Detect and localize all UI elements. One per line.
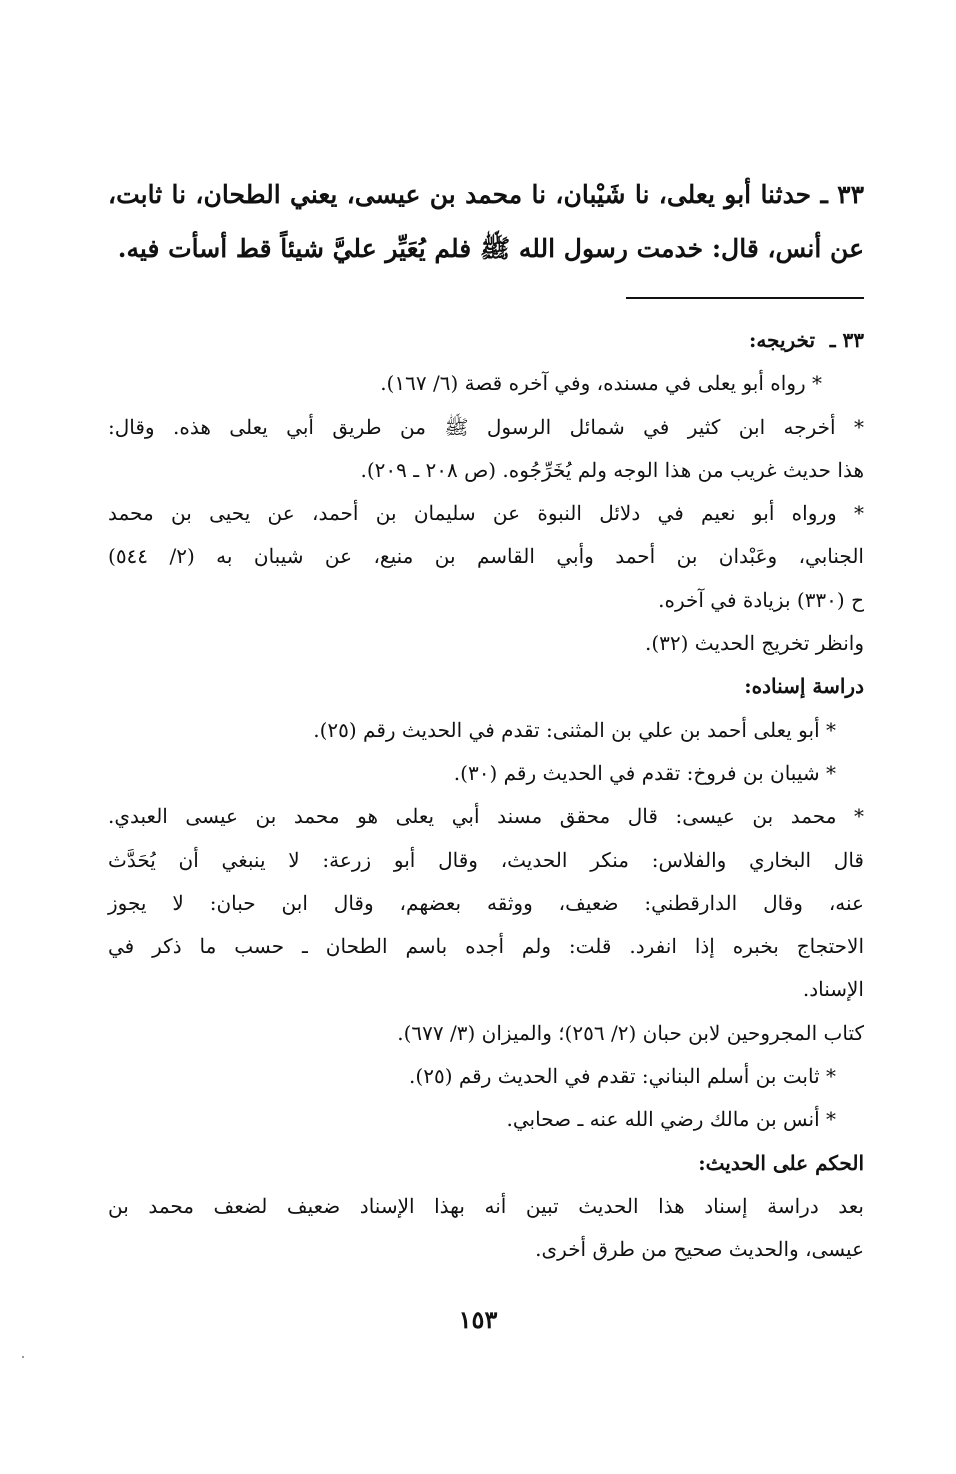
hukm-heading: الحكم على الحديث: bbox=[698, 1150, 864, 1175]
isnad-line: * أنس بن مالك رضي الله عنه ـ صحابي. bbox=[506, 1107, 836, 1132]
takhrij-number: ٣٣ ـ bbox=[829, 328, 864, 352]
takhrij-heading-line bbox=[108, 319, 864, 362]
isnad-line: * محمد بن عيسى: قال محقق مسند أبي يعلى هو محمد بن عيسى العبدي. bbox=[108, 804, 864, 829]
footnotes bbox=[108, 319, 864, 1272]
hukm-line: عيسى، والحديث صحيح من طرق أخرى. bbox=[535, 1237, 864, 1262]
takhrij-line: الجنابي، وعَبْدان بن أحمد وأبي القاسم بن منيع، عن شيبان به (٢/ ٥٤٤) bbox=[108, 544, 864, 569]
scan-speck bbox=[22, 1356, 24, 1358]
isnad-line: قال البخاري والفلاس: منكر الحديث، وقال أبو زرعة: لا ينبغي أن يُحَدَّث bbox=[108, 847, 864, 872]
hadith-text: ٣٣ ـ حدثنا أبو يعلى، نا شَيْبان، نا محمد بن عيسى، يعني الطحان، نا ثابت، عن أنس، قال: خدمت رسول الله ﷺ فلم يُعَيِّر عليَّ شيئاً قط أسأت فيه. bbox=[108, 180, 864, 263]
footnote-separator bbox=[626, 297, 864, 299]
isnad-line: عنه، وقال الدارقطني: ضعيف، ووثقه بعضهم، وقال ابن حبان: لا يجوز bbox=[108, 890, 864, 915]
takhrij-heading: تخريجه: bbox=[748, 328, 816, 352]
isnad-line: * أبو يعلى أحمد بن علي بن المثنى: تقدم في الحديث رقم (٢٥). bbox=[313, 717, 836, 742]
isnad-line: الاحتجاج بخبره إذا انفرد. قلت: ولم أجده باسم الطحان ـ حسب ما ذكر في bbox=[108, 934, 864, 959]
hukm-line: بعد دراسة إسناد هذا الحديث تبين أنه بهذا الإسناد ضعيف لضعف محمد بن bbox=[108, 1193, 864, 1218]
takhrij-line: هذا حديث غريب من هذا الوجه ولم يُخَرِّجُوه. (ص ٢٠٨ ـ ٢٠٩). bbox=[360, 457, 864, 482]
takhrij-line: وانظر تخريج الحديث (٣٢). bbox=[644, 631, 864, 656]
isnad-heading: دراسة إسناده: bbox=[744, 674, 864, 699]
isnad-line: كتاب المجروحين لابن حبان (٢/ ٢٥٦)؛ والميزان (٣/ ٦٧٧). bbox=[397, 1020, 864, 1045]
isnad-line: * شيبان بن فروخ: تقدم في الحديث رقم (٣٠). bbox=[453, 760, 836, 785]
isnad-line: الإسناد. bbox=[802, 977, 864, 1002]
takhrij-line: * رواه أبو يعلى في مسنده، وفي آخره قصة (٦/ ١٦٧). bbox=[380, 371, 822, 396]
takhrij-line: ح (٣٣٠) بزيادة في آخره. bbox=[658, 587, 864, 612]
takhrij-line: * أخرجه ابن كثير في شمائل الرسول ﷺ من طريق أبي يعلى هذه. وقال: bbox=[108, 414, 864, 439]
takhrij-line: * ورواه أبو نعيم في دلائل النبوة عن سليمان بن أحمد، عن يحيى بن محمد bbox=[108, 501, 864, 526]
isnad-line: * ثابت بن أسلم البناني: تقدم في الحديث رقم (٢٥). bbox=[409, 1064, 836, 1089]
page-number: ١٥٣ bbox=[458, 1305, 498, 1334]
